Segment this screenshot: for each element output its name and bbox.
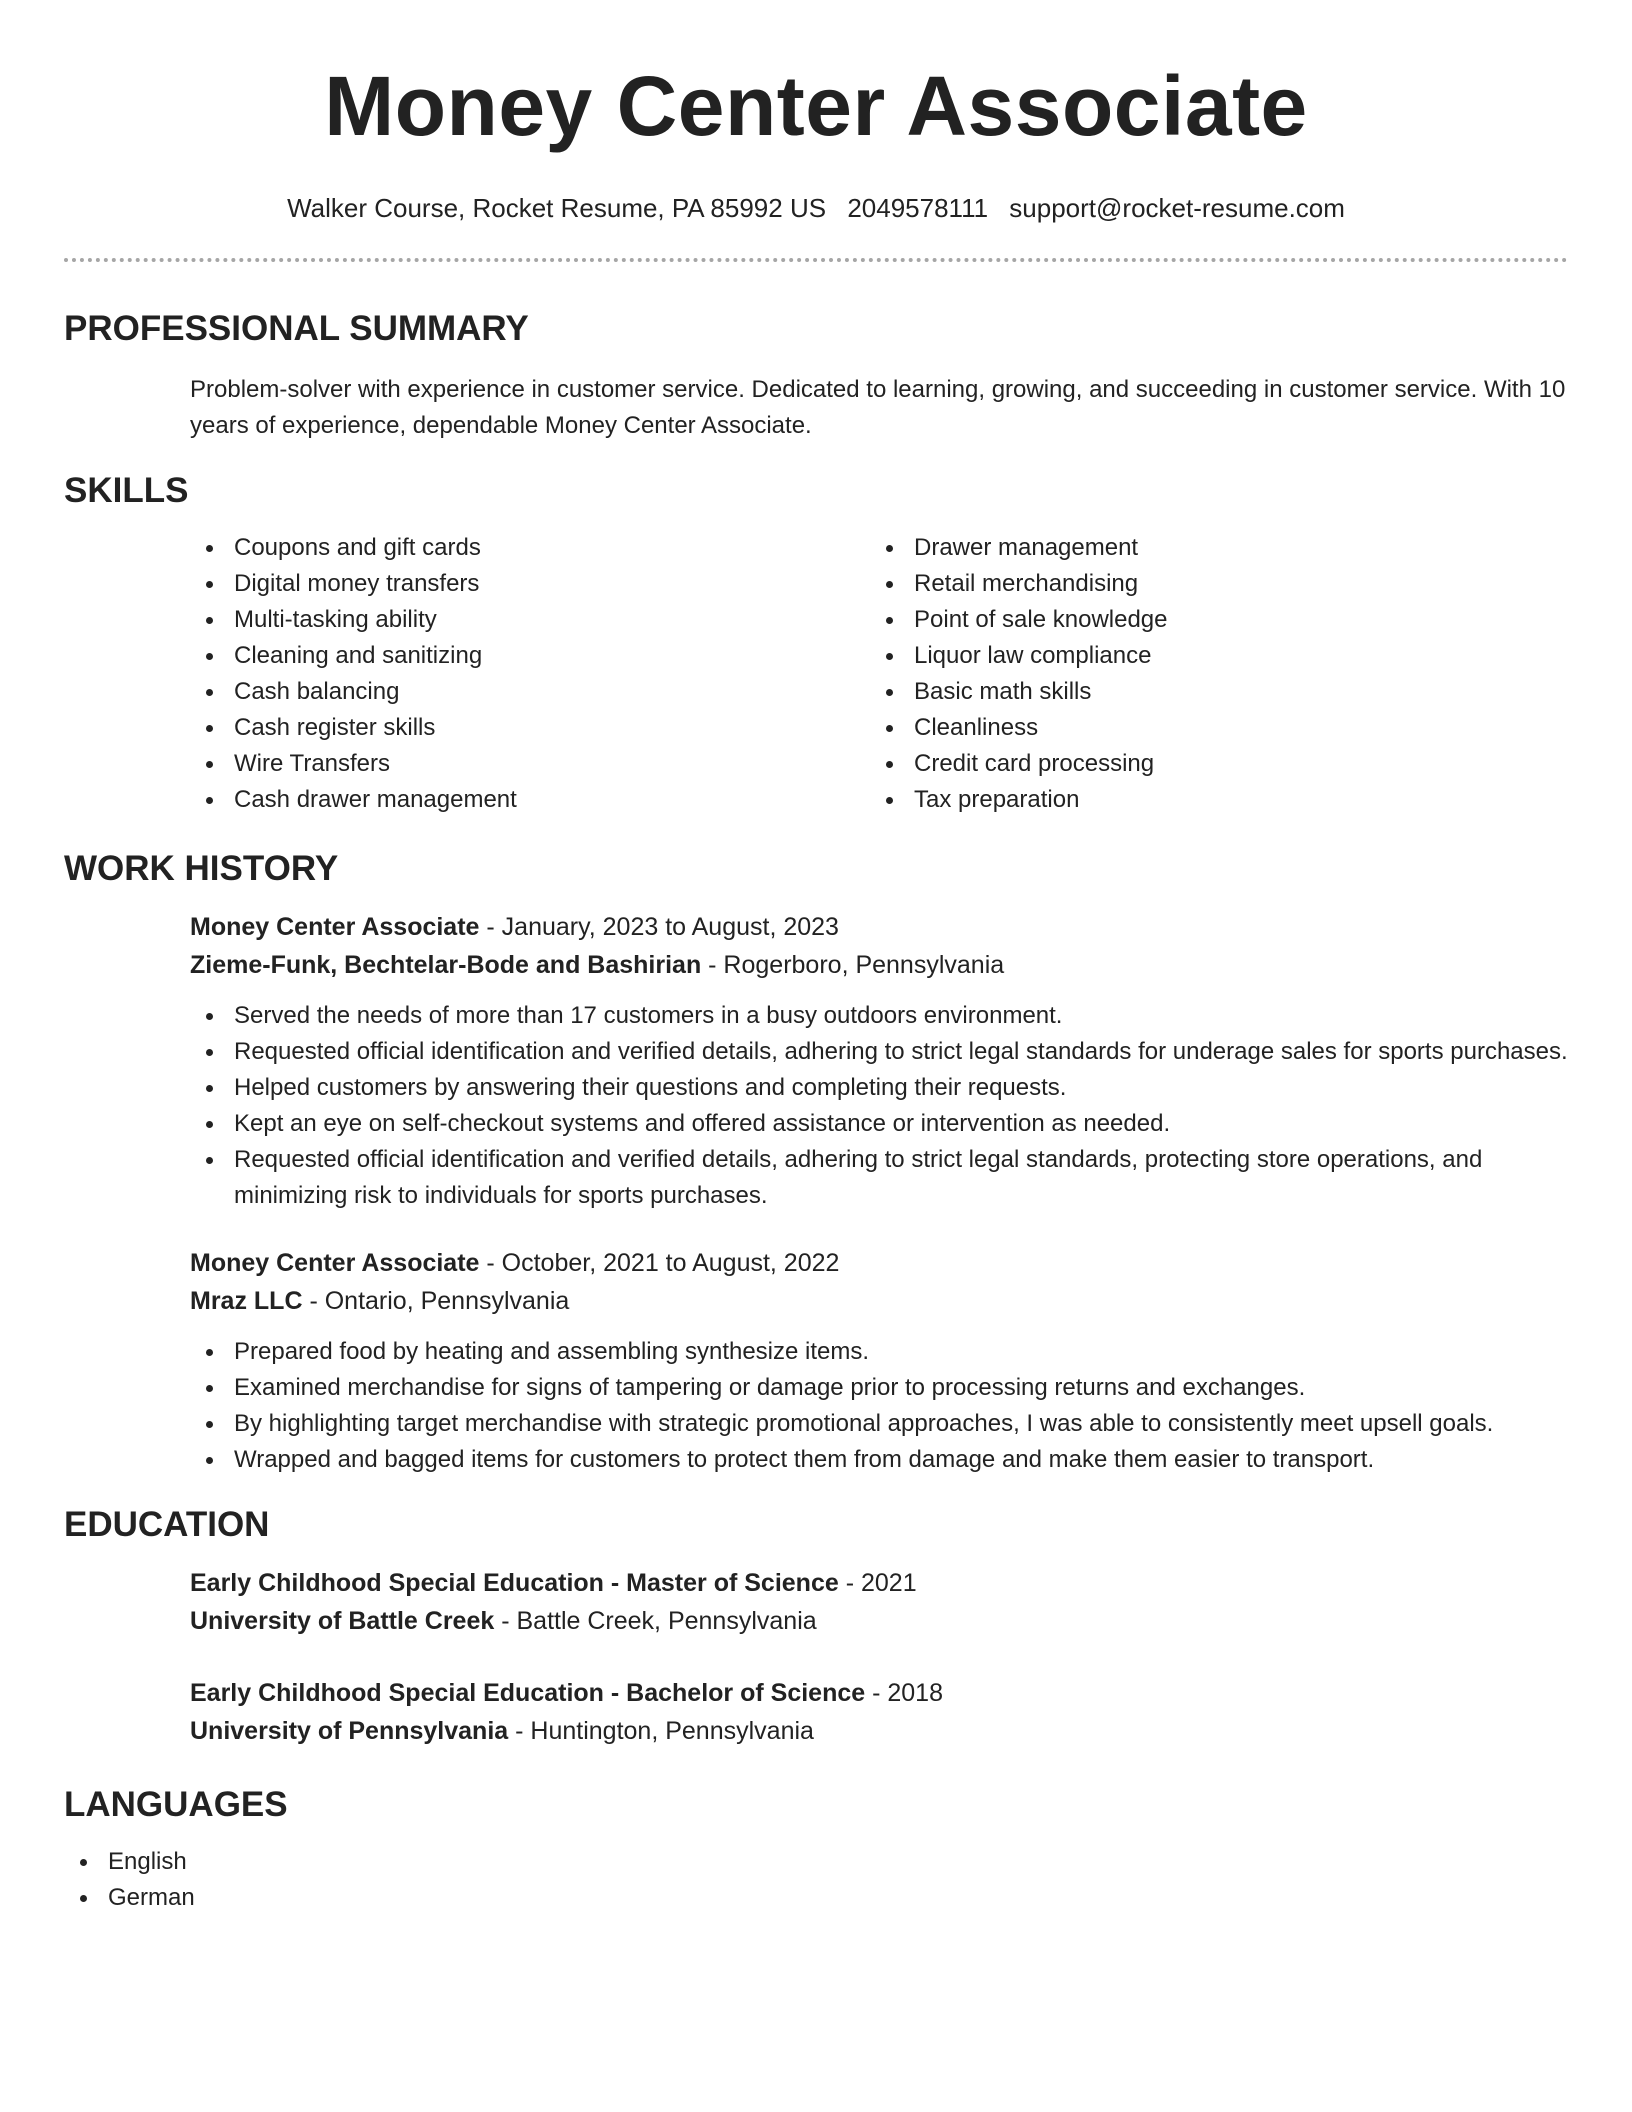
skill-item: Drawer management	[870, 530, 1550, 566]
degree: Early Childhood Special Education - Master of Science	[190, 1569, 839, 1597]
job-duty: Served the needs of more than 17 customers in a busy outdoors environment.	[190, 998, 1568, 1034]
school: University of Pennsylvania	[190, 1717, 509, 1745]
skill-item: Cash balancing	[190, 674, 870, 710]
job-duty: Helped customers by answering their questions and completing their requests.	[190, 1070, 1568, 1106]
job-duties	[190, 1334, 1568, 1478]
education-heading: EDUCATION	[64, 1505, 270, 1544]
skills-list	[64, 530, 1568, 818]
summary-heading: PROFESSIONAL SUMMARY	[64, 309, 529, 348]
contact-phone: 2049578111	[847, 193, 989, 223]
skills-heading: SKILLS	[64, 471, 189, 510]
skill-item: Tax preparation	[870, 782, 1550, 818]
education-list	[64, 1564, 1568, 1750]
skills-column-left	[190, 530, 870, 818]
school-location: - Huntington, Pennsylvania	[508, 1717, 814, 1745]
skill-item: Digital money transfers	[190, 566, 870, 602]
contact-email: support@rocket-resume.com	[1009, 193, 1345, 223]
languages-heading: LANGUAGES	[64, 1785, 288, 1824]
job-entry	[190, 908, 1568, 1214]
header-divider	[64, 258, 1568, 262]
language-item: English	[64, 1844, 1568, 1880]
job-duties	[190, 998, 1568, 1214]
education-entry	[190, 1674, 1568, 1750]
work-history-heading: WORK HISTORY	[64, 849, 339, 888]
job-duty: Requested official identification and verified details, adhering to strict legal standards, protecting store operations, and minimizing risk to individuals for sports purchases.	[190, 1142, 1568, 1214]
skill-item: Wire Transfers	[190, 746, 870, 782]
job-company-line	[190, 1282, 1568, 1320]
skill-item: Liquor law compliance	[870, 638, 1550, 674]
job-dates: - October, 2021 to August, 2022	[479, 1249, 840, 1277]
degree-year: - 2018	[865, 1679, 943, 1707]
skill-item: Cash drawer management	[190, 782, 870, 818]
skill-item: Cash register skills	[190, 710, 870, 746]
skill-item: Coupons and gift cards	[190, 530, 870, 566]
skill-item: Cleaning and sanitizing	[190, 638, 870, 674]
job-company-line	[190, 946, 1568, 984]
job-title-line	[190, 1244, 1568, 1282]
job-location: - Rogerboro, Pennsylvania	[701, 951, 1005, 979]
school-line	[190, 1602, 1568, 1640]
degree-line	[190, 1564, 1568, 1602]
languages-list	[64, 1844, 1568, 1916]
skill-item: Basic math skills	[870, 674, 1550, 710]
job-duty: Kept an eye on self-checkout systems and offered assistance or intervention as needed.	[190, 1106, 1568, 1142]
skills-column-right	[870, 530, 1550, 818]
contact-address: Walker Course, Rocket Resume, PA 85992 US	[287, 193, 827, 223]
resume-name: Money Center Associate	[324, 59, 1308, 153]
job-duty: Examined merchandise for signs of tampering or damage prior to processing returns and exchanges.	[190, 1370, 1568, 1406]
job-duty: Prepared food by heating and assembling synthesize items.	[190, 1334, 1568, 1370]
education-entry	[190, 1564, 1568, 1640]
contact-line	[64, 192, 1568, 224]
job-company: Zieme-Funk, Bechtelar-Bode and Bashirian	[190, 951, 702, 979]
degree-line	[190, 1674, 1568, 1712]
school: University of Battle Creek	[190, 1607, 495, 1635]
summary-text: Problem-solver with experience in customer service. Dedicated to learning, growing, and succeeding in customer service. With 10 years of experience, dependable Money Center Associate.	[190, 376, 1566, 439]
job-role: Money Center Associate	[190, 1249, 480, 1277]
school-location: - Battle Creek, Pennsylvania	[494, 1607, 817, 1635]
language-item: German	[64, 1880, 1568, 1916]
skill-item: Retail merchandising	[870, 566, 1550, 602]
school-line	[190, 1712, 1568, 1750]
job-duty: Requested official identification and verified details, adhering to strict legal standards for underage sales for sports purchases.	[190, 1034, 1568, 1070]
degree-year: - 2021	[838, 1569, 917, 1597]
job-role: Money Center Associate	[190, 913, 480, 941]
skill-item: Credit card processing	[870, 746, 1550, 782]
job-duty: Wrapped and bagged items for customers to protect them from damage and make them easier to transport.	[190, 1442, 1568, 1478]
degree: Early Childhood Special Education - Bachelor of Science	[190, 1679, 866, 1707]
job-location: - Ontario, Pennsylvania	[302, 1287, 570, 1315]
skill-item: Point of sale knowledge	[870, 602, 1550, 638]
job-company: Mraz LLC	[190, 1287, 303, 1315]
work-history-list	[64, 908, 1568, 1478]
skill-item: Cleanliness	[870, 710, 1550, 746]
job-dates: - January, 2023 to August, 2023	[479, 913, 839, 941]
job-duty: By highlighting target merchandise with strategic promotional approaches, I was able to consistently meet upsell goals.	[190, 1406, 1568, 1442]
skill-item: Multi-tasking ability	[190, 602, 870, 638]
job-title-line	[190, 908, 1568, 946]
job-entry	[190, 1244, 1568, 1478]
